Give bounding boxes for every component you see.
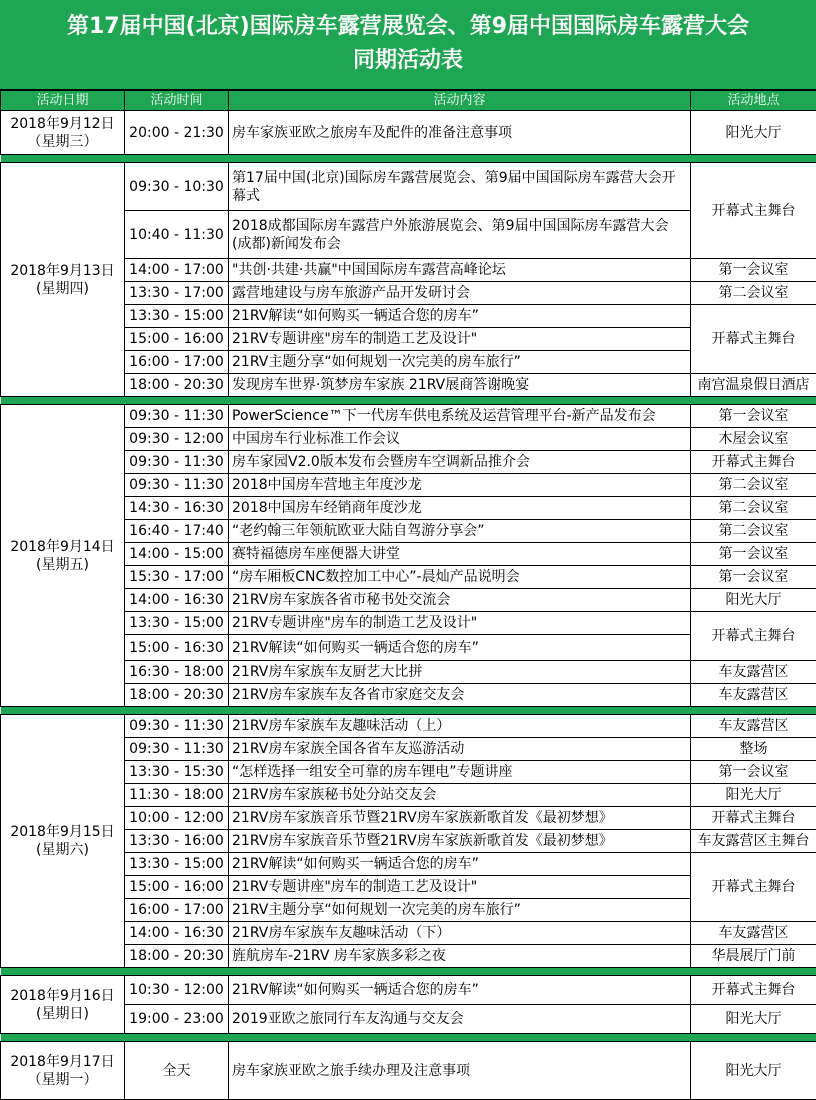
time-cell: 11:30 - 18:00 <box>125 784 229 807</box>
title-line-1: 第17届中国(北京)国际房车露营展览会、第9届中国国际房车露营大会 <box>0 10 816 44</box>
time-cell: 13:30 - 15:00 <box>125 612 229 635</box>
schedule-body <box>1 111 816 1100</box>
location-cell: 开幕式主舞台 <box>691 163 816 259</box>
weekday-text: （星期一） <box>4 1071 121 1089</box>
time-cell: 18:00 - 20:30 <box>125 374 229 397</box>
table-row <box>1 715 816 738</box>
time-cell: 09:30 - 11:30 <box>125 474 229 497</box>
activity-cell: 旌航房车-21RV 房车家族多彩之夜 <box>229 945 691 968</box>
location-cell: 第一会议室 <box>691 761 816 784</box>
location-cell: 开幕式主舞台 <box>691 451 816 474</box>
time-cell: 16:00 - 17:00 <box>125 351 229 374</box>
header-row <box>1 91 816 111</box>
time-cell: 10:00 - 12:00 <box>125 807 229 830</box>
time-cell: 14:00 - 16:30 <box>125 922 229 945</box>
time-cell: 13:30 - 15:00 <box>125 305 229 328</box>
location-cell: 开幕式主舞台 <box>691 853 816 922</box>
activity-cell: 21RV专题讲座"房车的制造工艺及设计" <box>229 328 691 351</box>
location-cell: 第二会议室 <box>691 282 816 305</box>
time-cell: 09:30 - 11:30 <box>125 715 229 738</box>
activity-cell: 21RV解读“如何购买一辆适合您的房车” <box>229 635 691 661</box>
activity-cell: “房车厢板CNC数控加工中心”-晨灿产品说明会 <box>229 566 691 589</box>
location-cell: 第二会议室 <box>691 497 816 520</box>
header-date: 活动日期 <box>1 91 125 111</box>
time-cell: 09:30 - 11:30 <box>125 451 229 474</box>
location-cell: 阳光大厅 <box>691 589 816 612</box>
activity-cell: 房车家族亚欧之旅房车及配件的准备注意事项 <box>229 111 691 155</box>
activity-cell: 21RV专题讲座"房车的制造工艺及设计" <box>229 612 691 635</box>
location-cell: 第一会议室 <box>691 259 816 282</box>
activity-cell: 房车家园V2.0版本发布会暨房车空调新品推介会 <box>229 451 691 474</box>
time-cell: 14:00 - 16:30 <box>125 589 229 612</box>
date-text: 2018年9月14日 <box>4 538 121 556</box>
time-cell: 14:00 - 15:00 <box>125 543 229 566</box>
activity-cell: 2018成都国际房车露营户外旅游展览会、第9届中国国际房车露营大会(成都)新闻发布会 <box>229 211 691 259</box>
header-content: 活动内容 <box>229 91 691 111</box>
activity-cell: 中国房车行业标准工作会议 <box>229 428 691 451</box>
location-cell: 阳光大厅 <box>691 1042 816 1100</box>
page-title <box>0 0 816 90</box>
activity-cell: PowerScience™下一代房车供电系统及运营管理平台-新产品发布会 <box>229 405 691 428</box>
activity-cell: 21RV房车家族音乐节暨21RV房车家族新歌首发《最初梦想》 <box>229 807 691 830</box>
location-cell: 阳光大厅 <box>691 1005 816 1034</box>
activity-cell: 第17届中国(北京)国际房车露营展览会、第9届中国国际房车露营大会开幕式 <box>229 163 691 211</box>
schedule-table <box>0 90 816 1100</box>
activity-cell: 21RV解读“如何购买一辆适合您的房车” <box>229 976 691 1005</box>
activity-cell: 21RV房车家族车友厨艺大比拼 <box>229 661 691 684</box>
activity-cell: 21RV房车家族车友趣味活动（上） <box>229 715 691 738</box>
location-cell: 第一会议室 <box>691 543 816 566</box>
location-cell: 车友露营区 <box>691 715 816 738</box>
day-separator-cell <box>1 1034 816 1042</box>
time-cell: 15:00 - 16:30 <box>125 635 229 661</box>
time-cell: 18:00 - 20:30 <box>125 684 229 707</box>
activity-cell: 21RV专题讲座"房车的制造工艺及设计" <box>229 876 691 899</box>
activity-cell: 21RV房车家族秘书处分站交友会 <box>229 784 691 807</box>
location-cell: 车友露营区主舞台 <box>691 830 816 853</box>
date-cell <box>1 976 125 1034</box>
location-cell: 开幕式主舞台 <box>691 305 816 374</box>
location-cell: 车友露营区 <box>691 684 816 707</box>
weekday-text: （星期三） <box>4 133 121 151</box>
time-cell: 13:30 - 16:00 <box>125 830 229 853</box>
time-cell: 18:00 - 20:30 <box>125 945 229 968</box>
date-cell <box>1 715 125 968</box>
table-row <box>1 163 816 211</box>
activity-cell: 21RV解读“如何购买一辆适合您的房车” <box>229 853 691 876</box>
activity-cell: 21RV房车家族音乐节暨21RV房车家族新歌首发《最初梦想》 <box>229 830 691 853</box>
time-cell: 09:30 - 10:30 <box>125 163 229 211</box>
activity-cell: 露营地建设与房车旅游产品开发研讨会 <box>229 282 691 305</box>
location-cell: 木屋会议室 <box>691 428 816 451</box>
time-cell: 13:30 - 15:30 <box>125 761 229 784</box>
date-text: 2018年9月16日 <box>4 987 121 1005</box>
day-separator <box>1 1034 816 1042</box>
time-cell: 19:00 - 23:00 <box>125 1005 229 1034</box>
date-cell <box>1 405 125 707</box>
day-separator <box>1 707 816 715</box>
time-cell: 全天 <box>125 1042 229 1100</box>
time-cell: 15:30 - 17:00 <box>125 566 229 589</box>
location-cell: 第一会议室 <box>691 405 816 428</box>
date-text: 2018年9月13日 <box>4 262 121 280</box>
time-cell: 09:30 - 11:30 <box>125 738 229 761</box>
date-text: 2018年9月15日 <box>4 823 121 841</box>
time-cell: 15:00 - 16:00 <box>125 876 229 899</box>
time-cell: 10:40 - 11:30 <box>125 211 229 259</box>
day-separator-cell <box>1 397 816 405</box>
table-row <box>1 976 816 1005</box>
time-cell: 16:30 - 18:00 <box>125 661 229 684</box>
activity-cell: 21RV房车家族各省市秘书处交流会 <box>229 589 691 612</box>
location-cell: 南宫温泉假日酒店 <box>691 374 816 397</box>
location-cell: 第一会议室 <box>691 566 816 589</box>
day-separator-cell <box>1 155 816 163</box>
location-cell: 开幕式主舞台 <box>691 976 816 1005</box>
weekday-text: (星期日) <box>4 1005 121 1023</box>
date-cell <box>1 1042 125 1100</box>
activity-cell: 21RV主题分享“如何规划一次完美的房车旅行” <box>229 899 691 922</box>
location-cell: 车友露营区 <box>691 661 816 684</box>
location-cell: 华晨展厅门前 <box>691 945 816 968</box>
location-cell: 开幕式主舞台 <box>691 612 816 661</box>
day-separator <box>1 968 816 976</box>
day-separator-cell <box>1 707 816 715</box>
table-row <box>1 111 816 155</box>
location-cell: 整场 <box>691 738 816 761</box>
day-separator <box>1 397 816 405</box>
activity-cell: 21RV解读“如何购买一辆适合您的房车” <box>229 305 691 328</box>
time-cell: 16:00 - 17:00 <box>125 899 229 922</box>
activity-cell: 21RV房车家族车友各省市家庭交友会 <box>229 684 691 707</box>
title-line-2: 同期活动表 <box>0 44 816 78</box>
day-separator <box>1 155 816 163</box>
date-cell <box>1 163 125 397</box>
activity-cell: 21RV主题分享“如何规划一次完美的房车旅行” <box>229 351 691 374</box>
activity-cell: “怎样选择一组安全可靠的房车锂电”专题讲座 <box>229 761 691 784</box>
weekday-text: (星期四) <box>4 280 121 298</box>
time-cell: 16:40 - 17:40 <box>125 520 229 543</box>
location-cell: 阳光大厅 <box>691 111 816 155</box>
activity-cell: 2018中国房车营地主年度沙龙 <box>229 474 691 497</box>
time-cell: 13:30 - 15:00 <box>125 853 229 876</box>
date-text: 2018年9月12日 <box>4 115 121 133</box>
header-time: 活动时间 <box>125 91 229 111</box>
table-row <box>1 405 816 428</box>
time-cell: 09:30 - 11:30 <box>125 405 229 428</box>
location-cell: 阳光大厅 <box>691 784 816 807</box>
time-cell: 09:30 - 12:00 <box>125 428 229 451</box>
activity-cell: 2018中国房车经销商年度沙龙 <box>229 497 691 520</box>
activity-cell: 2019亚欧之旅同行车友沟通与交友会 <box>229 1005 691 1034</box>
day-separator-cell <box>1 968 816 976</box>
activity-cell: 赛特福德房车座便器大讲堂 <box>229 543 691 566</box>
date-cell <box>1 111 125 155</box>
date-text: 2018年9月17日 <box>4 1053 121 1071</box>
activity-cell: 发现房车世界·筑梦房车家族 21RV展商答谢晚宴 <box>229 374 691 397</box>
time-cell: 10:30 - 12:00 <box>125 976 229 1005</box>
time-cell: 14:30 - 16:30 <box>125 497 229 520</box>
header-location: 活动地点 <box>691 91 816 111</box>
location-cell: 车友露营区 <box>691 922 816 945</box>
time-cell: 13:30 - 17:00 <box>125 282 229 305</box>
activity-cell: 房车家族亚欧之旅手续办理及注意事项 <box>229 1042 691 1100</box>
activity-cell: "共创·共建·共赢"中国国际房车露营高峰论坛 <box>229 259 691 282</box>
time-cell: 20:00 - 21:30 <box>125 111 229 155</box>
weekday-text: (星期五) <box>4 556 121 574</box>
activity-cell: 21RV房车家族车友趣味活动（下） <box>229 922 691 945</box>
weekday-text: (星期六) <box>4 841 121 859</box>
location-cell: 开幕式主舞台 <box>691 807 816 830</box>
table-row <box>1 1042 816 1100</box>
activity-cell: “老约翰三年领航欧亚大陆自驾游分享会” <box>229 520 691 543</box>
location-cell: 第二会议室 <box>691 520 816 543</box>
activity-cell: 21RV房车家族全国各省车友巡游活动 <box>229 738 691 761</box>
time-cell: 14:00 - 17:00 <box>125 259 229 282</box>
time-cell: 15:00 - 16:00 <box>125 328 229 351</box>
location-cell: 第二会议室 <box>691 474 816 497</box>
